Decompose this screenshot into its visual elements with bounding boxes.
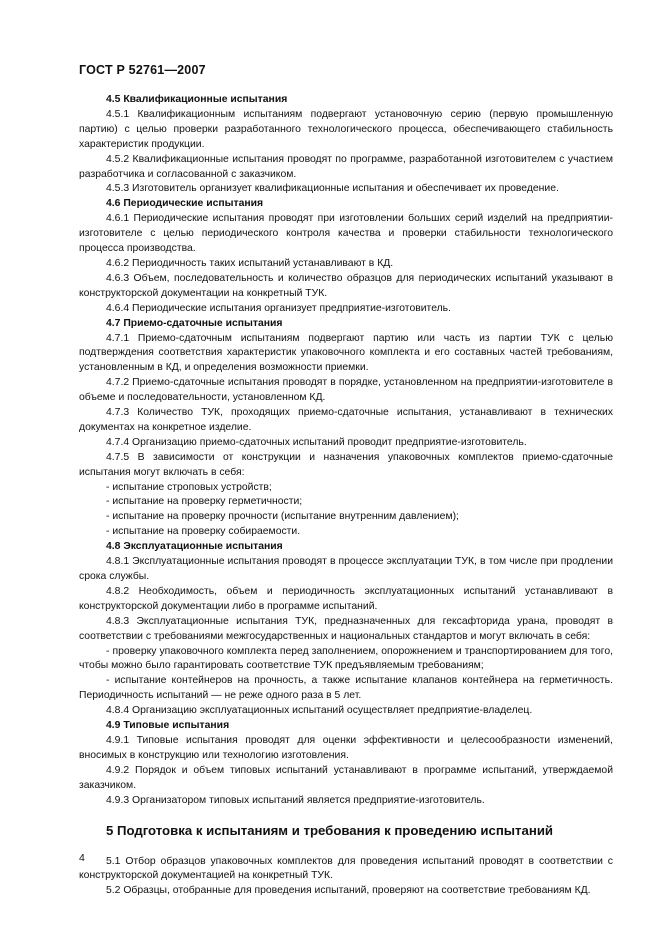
document-header: ГОСТ Р 52761—2007	[79, 63, 206, 77]
paragraph-4-7-2: 4.7.2 Приемо-сдаточные испытания проводят в порядке, установленном на предприятии-изготовителе в объеме и последовательности, установленном КД.	[79, 377, 613, 404]
list-item: - проверку упаковочного комплекта перед заполнением, опорожнением и транспортированием для того, чтобы можно было гарантировать соответствие ТУК предъявляемым требованиям;	[79, 645, 613, 672]
list-item: - испытание на проверку собираемости.	[106, 526, 301, 538]
section-5-heading: 5 Подготовка к испытаниям и требования к проведению испытаний	[106, 822, 554, 838]
list-item: - испытание на проверку прочности (испытание внутренним давлением);	[106, 511, 459, 523]
paragraph-4-6-2: 4.6.2 Периодичность таких испытаний устанавливают в КД.	[106, 257, 394, 269]
list-item: - испытание строповых устройств;	[106, 481, 272, 493]
paragraph-4-8-4: 4.8.4 Организацию эксплуатационных испытаний осуществляет предприятие-владелец.	[106, 705, 533, 717]
heading-4-8: 4.8 Эксплуатационные испытания	[106, 541, 283, 553]
paragraph-4-7-4: 4.7.4 Организацию приемо-сдаточных испытаний проводит предприятие-изготовитель.	[106, 436, 527, 448]
paragraph-4-7-1: 4.7.1 Приемо-сдаточным испытаниям подвергают партию или часть из партии ТУК с целью подтверждения соответствия характеристик упаковочного комплекта и его составных частей требованиям, установленным в КД, и определения возможности приемки.	[79, 332, 613, 374]
paragraph-4-6-4: 4.6.4 Периодические испытания организует предприятие-изготовитель.	[106, 302, 451, 314]
paragraph-4-5-2: 4.5.2 Квалификационные испытания проводят по программе, разработанной изготовителем с участием разработчика и согласованной с заказчиком.	[79, 153, 613, 180]
paragraph-4-6-3: 4.6.3 Объем, последовательность и количество образцов для периодических испытаний указывают в конструкторской документации на конкретный ТУК.	[79, 272, 613, 299]
paragraph-4-5-1: 4.5.1 Квалификационным испытаниям подвергают установочную серию (первую промышленную партию) с целью проверки разработанного технологического процесса, обеспечивающего стабильность характеристик продукции.	[79, 108, 613, 150]
paragraph-4-7-3: 4.7.3 Количество ТУК, проходящих приемо-сдаточные испытания, устанавливают в технических документах на конкретное изделие.	[79, 407, 613, 433]
document-body	[79, 93, 613, 899]
paragraph-4-8-3: 4.8.3 Эксплуатационные испытания ТУК, предназначенных для гексафторида урана, проводят в соответствии с требованиями межгосударственных и национальных стандартов и могут включать в себя:	[79, 615, 613, 642]
list-item: - испытание на проверку герметичности;	[106, 496, 303, 508]
heading-4-6: 4.6 Периодические испытания	[106, 198, 264, 210]
page-number: 4	[79, 852, 85, 864]
heading-4-9: 4.9 Типовые испытания	[106, 720, 230, 732]
paragraph-4-9-2: 4.9.2 Порядок и объем типовых испытаний устанавливают в программе испытаний, утверждаемой заказчиком.	[79, 764, 613, 791]
paragraph-5-2: 5.2 Образцы, отобранные для проведения испытаний, проверяют на соответствие требованиям КД.	[106, 885, 591, 897]
paragraph-5-1: 5.1 Отбор образцов упаковочных комплектов для проведения испытаний проводят в соответствии с конструкторской документацией на конкретный ТУК.	[79, 855, 613, 882]
heading-4-5: 4.5 Квалификационные испытания	[106, 94, 288, 105]
heading-4-7: 4.7 Приемо-сдаточные испытания	[106, 317, 283, 329]
paragraph-4-7-5: 4.7.5 В зависимости от конструкции и назначения упаковочных комплектов приемо-сдаточные испытания могут включать в себя:	[79, 451, 613, 478]
paragraph-4-8-2: 4.8.2 Необходимость, объем и периодичность эксплуатационных испытаний устанавливают в конструкторской документации либо в программе испытаний.	[79, 585, 613, 612]
paragraph-4-8-1: 4.8.1 Эксплуатационные испытания проводят в процессе эксплуатации ТУК, в том числе при продлении срока службы.	[79, 556, 613, 582]
list-item: - испытание контейнеров на прочность, а также испытание клапанов контейнера на герметичность. Периодичность испытаний — не реже одного раза в 5 лет.	[79, 675, 613, 702]
paragraph-4-9-1: 4.9.1 Типовые испытания проводят для оценки эффективности и целесообразности изменений, вносимых в конструкцию или технологию изготовления.	[79, 734, 613, 761]
paragraph-4-9-3: 4.9.3 Организатором типовых испытаний является предприятие-изготовитель.	[106, 794, 485, 806]
paragraph-4-6-1: 4.6.1 Периодические испытания проводят при изготовлении больших серий изделий на предприятии-изготовителе с целью периодического контроля качества и проверки стабильности технологического процесса производства.	[79, 213, 613, 255]
paragraph-4-5-3: 4.5.3 Изготовитель организует квалификационные испытания и обеспечивает их проведение.	[106, 183, 559, 195]
